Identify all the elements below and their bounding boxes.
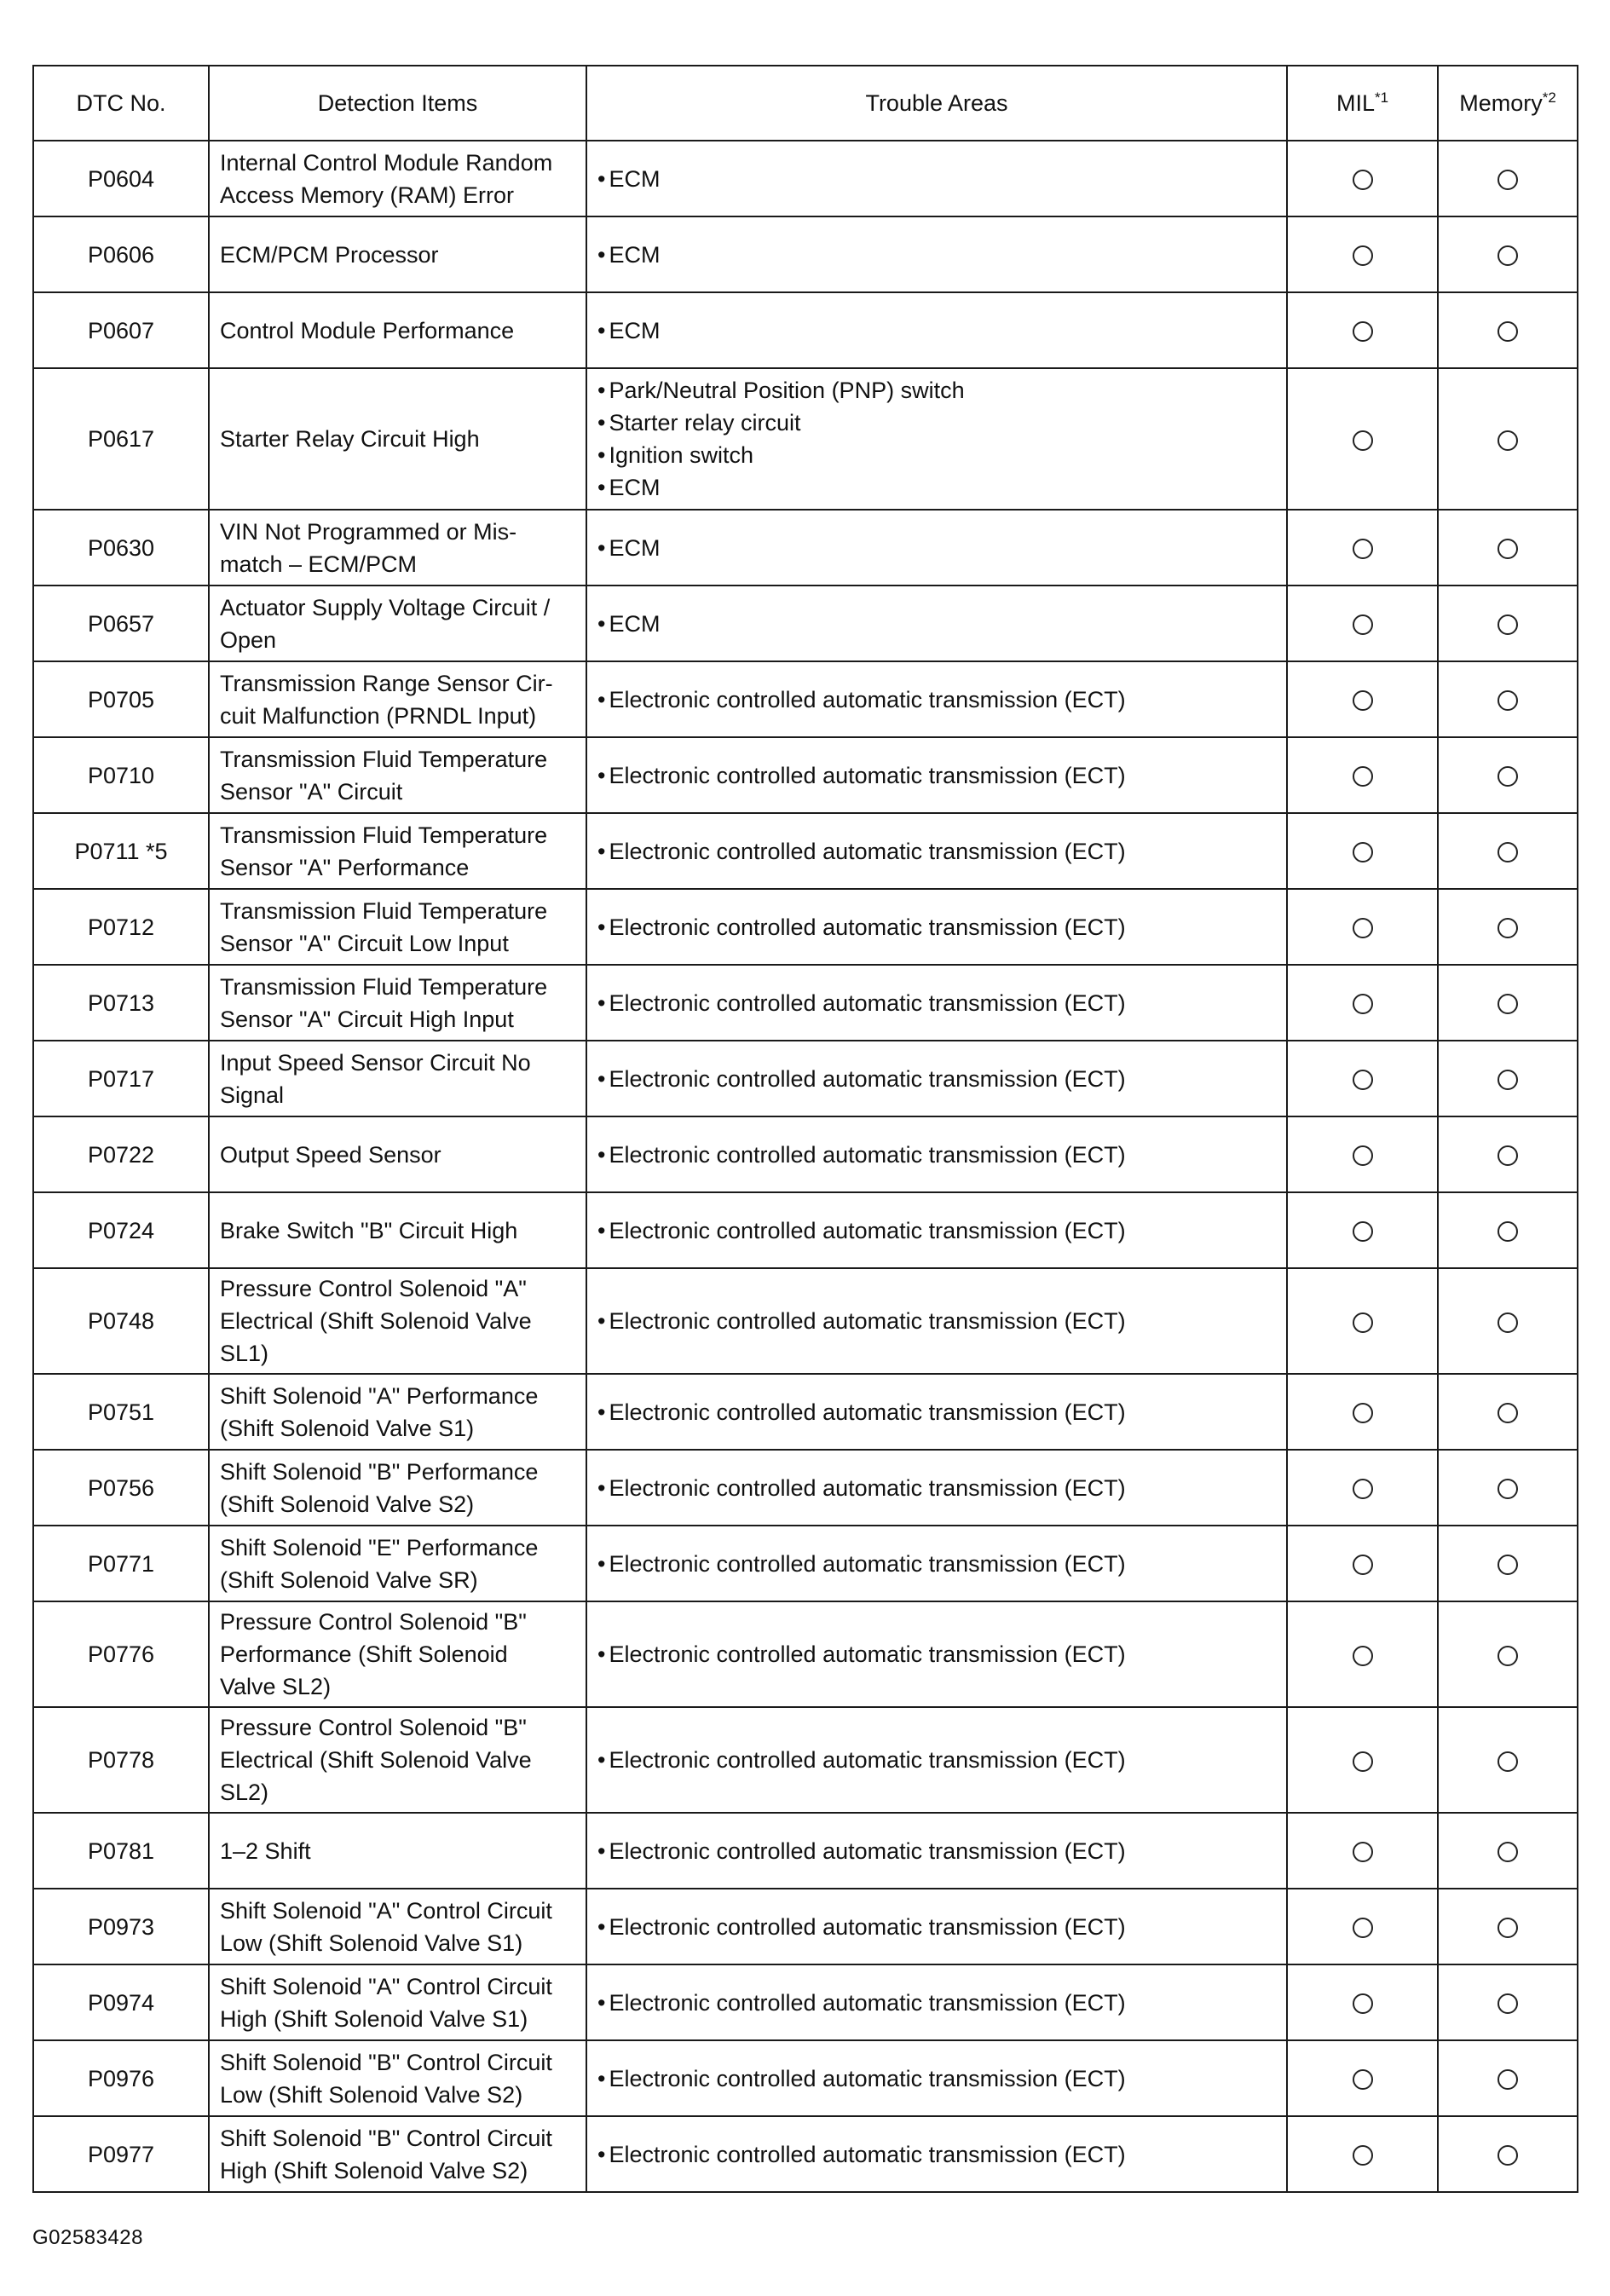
dtc-code: P0722 bbox=[33, 1116, 209, 1192]
table-row bbox=[33, 737, 1578, 813]
memory-cell bbox=[1438, 216, 1578, 292]
detection-item-line: (Shift Solenoid Valve S1) bbox=[220, 1415, 475, 1441]
mil-cell bbox=[1287, 1964, 1438, 2040]
mil-cell bbox=[1287, 141, 1438, 216]
mil-cell bbox=[1287, 661, 1438, 737]
dtc-code: P0778 bbox=[33, 1707, 209, 1813]
dtc-code: P0724 bbox=[33, 1192, 209, 1268]
detection-item bbox=[209, 1813, 586, 1889]
table-row bbox=[33, 1813, 1578, 1889]
trouble-areas bbox=[586, 1192, 1287, 1268]
circle-icon bbox=[1497, 690, 1518, 711]
detection-item-line: Brake Switch "B" Circuit High bbox=[220, 1217, 518, 1243]
trouble-area-item: • Electronic controlled automatic transmission (ECT) bbox=[597, 1835, 1276, 1867]
mil-cell bbox=[1287, 1526, 1438, 1601]
table-row bbox=[33, 368, 1578, 510]
table-row bbox=[33, 661, 1578, 737]
table-row bbox=[33, 216, 1578, 292]
trouble-area-item: • ECM bbox=[597, 471, 1276, 504]
table-row bbox=[33, 1041, 1578, 1116]
dtc-code: P0756 bbox=[33, 1450, 209, 1526]
circle-icon bbox=[1497, 1646, 1518, 1666]
table-row bbox=[33, 1964, 1578, 2040]
detection-item bbox=[209, 141, 586, 216]
trouble-area-item: • Electronic controlled automatic transmission (ECT) bbox=[597, 1305, 1276, 1337]
trouble-area-item: • Starter relay circuit bbox=[597, 407, 1276, 439]
detection-item-line: Sensor "A" Circuit bbox=[220, 778, 403, 805]
memory-cell bbox=[1438, 1374, 1578, 1450]
header-memory bbox=[1438, 66, 1578, 141]
mil-cell bbox=[1287, 1813, 1438, 1889]
mil-cell bbox=[1287, 368, 1438, 510]
circle-icon bbox=[1353, 1918, 1373, 1938]
memory-cell bbox=[1438, 510, 1578, 586]
circle-icon bbox=[1353, 918, 1373, 938]
table-row bbox=[33, 1601, 1578, 1707]
mil-cell bbox=[1287, 737, 1438, 813]
detection-item-line: Internal Control Module Random bbox=[220, 149, 553, 176]
detection-item bbox=[209, 1116, 586, 1192]
trouble-area-item: • Electronic controlled automatic transmission (ECT) bbox=[597, 1987, 1276, 2019]
mil-cell bbox=[1287, 2116, 1438, 2192]
detection-item-line: VIN Not Programmed or Mis- bbox=[220, 518, 517, 545]
detection-item-line: Actuator Supply Voltage Circuit / bbox=[220, 594, 551, 620]
circle-icon bbox=[1353, 321, 1373, 342]
dtc-code: P0976 bbox=[33, 2040, 209, 2116]
table-row bbox=[33, 1889, 1578, 1964]
circle-icon bbox=[1353, 1403, 1373, 1423]
dtc-table bbox=[32, 65, 1578, 2193]
dtc-code: P0630 bbox=[33, 510, 209, 586]
detection-item-line: Performance (Shift Solenoid bbox=[220, 1641, 508, 1667]
table-row bbox=[33, 965, 1578, 1041]
memory-cell bbox=[1438, 889, 1578, 965]
trouble-areas bbox=[586, 737, 1287, 813]
mil-cell bbox=[1287, 813, 1438, 889]
detection-item bbox=[209, 368, 586, 510]
detection-item-line: Starter Relay Circuit High bbox=[220, 426, 480, 452]
trouble-areas bbox=[586, 1116, 1287, 1192]
dtc-code: P0717 bbox=[33, 1041, 209, 1116]
trouble-areas bbox=[586, 661, 1287, 737]
detection-item bbox=[209, 1374, 586, 1450]
detection-item-line: Control Module Performance bbox=[220, 317, 515, 343]
detection-item-line: Sensor "A" Performance bbox=[220, 854, 470, 880]
detection-item-line: Transmission Fluid Temperature bbox=[220, 746, 548, 772]
detection-item-line: match – ECM/PCM bbox=[220, 551, 418, 577]
mil-cell bbox=[1287, 510, 1438, 586]
header-row bbox=[33, 66, 1578, 141]
circle-icon bbox=[1353, 1646, 1373, 1666]
header-dtc: DTC No. bbox=[33, 66, 209, 141]
detection-item bbox=[209, 1450, 586, 1526]
detection-item-line: Transmission Range Sensor Cir- bbox=[220, 670, 553, 696]
mil-cell bbox=[1287, 889, 1438, 965]
trouble-area-item: • ECM bbox=[597, 239, 1276, 271]
memory-cell bbox=[1438, 1192, 1578, 1268]
circle-icon bbox=[1497, 1842, 1518, 1862]
circle-icon bbox=[1353, 1751, 1373, 1772]
circle-icon bbox=[1497, 614, 1518, 635]
table-row bbox=[33, 1116, 1578, 1192]
memory-cell bbox=[1438, 2040, 1578, 2116]
table-row bbox=[33, 1450, 1578, 1526]
trouble-areas bbox=[586, 2040, 1287, 2116]
memory-cell bbox=[1438, 141, 1578, 216]
memory-cell bbox=[1438, 1041, 1578, 1116]
header-mil-label: MIL bbox=[1336, 90, 1375, 116]
trouble-area-item: • ECM bbox=[597, 314, 1276, 347]
dtc-code: P0711 *5 bbox=[33, 813, 209, 889]
detection-item-line: High (Shift Solenoid Valve S2) bbox=[220, 2157, 528, 2184]
circle-icon bbox=[1497, 1555, 1518, 1575]
mil-cell bbox=[1287, 1374, 1438, 1450]
circle-icon bbox=[1497, 430, 1518, 451]
table-row bbox=[33, 1268, 1578, 1374]
circle-icon bbox=[1497, 994, 1518, 1014]
trouble-area-item: • Electronic controlled automatic transmission (ECT) bbox=[597, 1472, 1276, 1504]
mil-cell bbox=[1287, 586, 1438, 661]
memory-cell bbox=[1438, 1268, 1578, 1374]
mil-cell bbox=[1287, 965, 1438, 1041]
dtc-code: P0606 bbox=[33, 216, 209, 292]
circle-icon bbox=[1353, 1312, 1373, 1333]
trouble-areas bbox=[586, 368, 1287, 510]
detection-item-line: Electrical (Shift Solenoid Valve bbox=[220, 1308, 532, 1334]
detection-item-line: Electrical (Shift Solenoid Valve bbox=[220, 1747, 532, 1773]
header-memory-label: Memory bbox=[1459, 90, 1543, 116]
detection-item-line: Shift Solenoid "A" Performance bbox=[220, 1382, 539, 1409]
memory-cell bbox=[1438, 965, 1578, 1041]
circle-icon bbox=[1497, 1993, 1518, 2014]
table-row bbox=[33, 813, 1578, 889]
detection-item bbox=[209, 1707, 586, 1813]
dtc-code: P0607 bbox=[33, 292, 209, 368]
detection-item-line: Transmission Fluid Temperature bbox=[220, 822, 548, 848]
table-row bbox=[33, 141, 1578, 216]
trouble-areas bbox=[586, 965, 1287, 1041]
dtc-code: P0973 bbox=[33, 1889, 209, 1964]
trouble-areas bbox=[586, 1268, 1287, 1374]
trouble-area-item: • ECM bbox=[597, 163, 1276, 195]
detection-item bbox=[209, 1889, 586, 1964]
trouble-area-item: • Electronic controlled automatic transmission (ECT) bbox=[597, 835, 1276, 868]
circle-icon bbox=[1353, 1221, 1373, 1242]
trouble-area-item: • Electronic controlled automatic transmission (ECT) bbox=[597, 1063, 1276, 1095]
circle-icon bbox=[1353, 766, 1373, 787]
dtc-code: P0617 bbox=[33, 368, 209, 510]
header-trouble-areas: Trouble Areas bbox=[586, 66, 1287, 141]
mil-cell bbox=[1287, 1450, 1438, 1526]
detection-item-line: Shift Solenoid "A" Control Circuit bbox=[220, 1897, 552, 1924]
header-mil-note: *1 bbox=[1374, 89, 1389, 106]
memory-cell bbox=[1438, 1116, 1578, 1192]
trouble-area-item: • Electronic controlled automatic transmission (ECT) bbox=[597, 1638, 1276, 1670]
circle-icon bbox=[1497, 1221, 1518, 1242]
trouble-area-item: • Park/Neutral Position (PNP) switch bbox=[597, 374, 1276, 407]
circle-icon bbox=[1497, 1070, 1518, 1090]
trouble-area-item: • Electronic controlled automatic transmission (ECT) bbox=[597, 911, 1276, 943]
mil-cell bbox=[1287, 1268, 1438, 1374]
dtc-code: P0776 bbox=[33, 1601, 209, 1707]
dtc-table-body bbox=[33, 141, 1578, 2192]
trouble-area-item: • Electronic controlled automatic transmission (ECT) bbox=[597, 759, 1276, 792]
detection-item-line: Input Speed Sensor Circuit No bbox=[220, 1049, 531, 1076]
circle-icon bbox=[1353, 1145, 1373, 1166]
trouble-area-item: • ECM bbox=[597, 532, 1276, 564]
circle-icon bbox=[1497, 1918, 1518, 1938]
detection-item bbox=[209, 1268, 586, 1374]
dtc-code: P0712 bbox=[33, 889, 209, 965]
detection-item-line: Sensor "A" Circuit Low Input bbox=[220, 930, 509, 956]
circle-icon bbox=[1497, 245, 1518, 266]
detection-item-line: ECM/PCM Processor bbox=[220, 241, 439, 268]
trouble-areas bbox=[586, 1601, 1287, 1707]
memory-cell bbox=[1438, 2116, 1578, 2192]
circle-icon bbox=[1497, 170, 1518, 190]
trouble-areas bbox=[586, 813, 1287, 889]
detection-item bbox=[209, 2116, 586, 2192]
circle-icon bbox=[1353, 1555, 1373, 1575]
circle-icon bbox=[1353, 842, 1373, 862]
detection-item-line: Pressure Control Solenoid "A" bbox=[220, 1276, 527, 1301]
circle-icon bbox=[1497, 539, 1518, 559]
detection-item-line: Shift Solenoid "B" Control Circuit bbox=[220, 2125, 552, 2151]
table-row bbox=[33, 510, 1578, 586]
table-row bbox=[33, 2040, 1578, 2116]
detection-item-line: Low (Shift Solenoid Valve S2) bbox=[220, 2081, 523, 2108]
detection-item-line: Signal bbox=[220, 1082, 285, 1108]
detection-item-line: Shift Solenoid "E" Performance bbox=[220, 1534, 539, 1560]
memory-cell bbox=[1438, 1526, 1578, 1601]
circle-icon bbox=[1353, 1993, 1373, 2014]
trouble-area-item: • Electronic controlled automatic transmission (ECT) bbox=[597, 1548, 1276, 1580]
dtc-code: P0771 bbox=[33, 1526, 209, 1601]
trouble-area-item: • Electronic controlled automatic transmission (ECT) bbox=[597, 684, 1276, 716]
header-mil bbox=[1287, 66, 1438, 141]
detection-item bbox=[209, 216, 586, 292]
detection-item bbox=[209, 1964, 586, 2040]
detection-item-line: SL1) bbox=[220, 1341, 269, 1366]
trouble-areas bbox=[586, 1889, 1287, 1964]
table-row bbox=[33, 1526, 1578, 1601]
trouble-area-item: • Electronic controlled automatic transmission (ECT) bbox=[597, 2062, 1276, 2095]
mil-cell bbox=[1287, 1601, 1438, 1707]
trouble-areas bbox=[586, 1041, 1287, 1116]
detection-item-line: Low (Shift Solenoid Valve S1) bbox=[220, 1930, 523, 1956]
dtc-code: P0657 bbox=[33, 586, 209, 661]
mil-cell bbox=[1287, 1192, 1438, 1268]
trouble-area-item: • Electronic controlled automatic transmission (ECT) bbox=[597, 1911, 1276, 1943]
mil-cell bbox=[1287, 1707, 1438, 1813]
detection-item bbox=[209, 510, 586, 586]
table-row bbox=[33, 1192, 1578, 1268]
table-row bbox=[33, 586, 1578, 661]
detection-item bbox=[209, 1041, 586, 1116]
dtc-code: P0751 bbox=[33, 1374, 209, 1450]
detection-item bbox=[209, 292, 586, 368]
circle-icon bbox=[1497, 321, 1518, 342]
trouble-area-item: • Electronic controlled automatic transmission (ECT) bbox=[597, 1396, 1276, 1428]
circle-icon bbox=[1353, 2069, 1373, 2090]
detection-item-line: Open bbox=[220, 626, 277, 653]
mil-cell bbox=[1287, 292, 1438, 368]
memory-cell bbox=[1438, 813, 1578, 889]
memory-cell bbox=[1438, 1813, 1578, 1889]
memory-cell bbox=[1438, 1964, 1578, 2040]
detection-item-line: Pressure Control Solenoid "B" bbox=[220, 1609, 527, 1635]
mil-cell bbox=[1287, 1889, 1438, 1964]
memory-cell bbox=[1438, 1601, 1578, 1707]
dtc-code: P0710 bbox=[33, 737, 209, 813]
detection-item-line: Pressure Control Solenoid "B" bbox=[220, 1715, 527, 1740]
circle-icon bbox=[1497, 766, 1518, 787]
detection-item-line: Transmission Fluid Temperature bbox=[220, 973, 548, 1000]
header-detection-items: Detection Items bbox=[209, 66, 586, 141]
table-row bbox=[33, 889, 1578, 965]
detection-item bbox=[209, 586, 586, 661]
circle-icon bbox=[1497, 1403, 1518, 1423]
table-row bbox=[33, 1707, 1578, 1813]
trouble-area-item: • Electronic controlled automatic transmission (ECT) bbox=[597, 987, 1276, 1019]
detection-item-line: Shift Solenoid "B" Control Circuit bbox=[220, 2049, 552, 2075]
circle-icon bbox=[1497, 1751, 1518, 1772]
trouble-areas bbox=[586, 510, 1287, 586]
detection-item-line: 1–2 Shift bbox=[220, 1837, 311, 1864]
detection-item bbox=[209, 813, 586, 889]
trouble-areas bbox=[586, 2116, 1287, 2192]
circle-icon bbox=[1353, 430, 1373, 451]
dtc-code: P0705 bbox=[33, 661, 209, 737]
circle-icon bbox=[1353, 2145, 1373, 2166]
trouble-areas bbox=[586, 889, 1287, 965]
trouble-area-item: • Ignition switch bbox=[597, 439, 1276, 471]
dtc-code: P0604 bbox=[33, 141, 209, 216]
detection-item bbox=[209, 965, 586, 1041]
detection-item-line: Transmission Fluid Temperature bbox=[220, 897, 548, 924]
detection-item-line: Shift Solenoid "A" Control Circuit bbox=[220, 1973, 552, 1999]
detection-item-line: Access Memory (RAM) Error bbox=[220, 182, 515, 208]
header-memory-note: *2 bbox=[1542, 89, 1556, 106]
circle-icon bbox=[1497, 2069, 1518, 2090]
circle-icon bbox=[1353, 1479, 1373, 1499]
trouble-areas bbox=[586, 1707, 1287, 1813]
trouble-areas bbox=[586, 141, 1287, 216]
trouble-area-item: • ECM bbox=[597, 608, 1276, 640]
trouble-area-item: • Electronic controlled automatic transmission (ECT) bbox=[597, 2138, 1276, 2171]
mil-cell bbox=[1287, 1116, 1438, 1192]
memory-cell bbox=[1438, 368, 1578, 510]
circle-icon bbox=[1353, 1842, 1373, 1862]
detection-item bbox=[209, 661, 586, 737]
detection-item-line: Sensor "A" Circuit High Input bbox=[220, 1006, 514, 1032]
dtc-code: P0977 bbox=[33, 2116, 209, 2192]
trouble-areas bbox=[586, 586, 1287, 661]
trouble-areas bbox=[586, 292, 1287, 368]
detection-item bbox=[209, 2040, 586, 2116]
dtc-code: P0713 bbox=[33, 965, 209, 1041]
memory-cell bbox=[1438, 586, 1578, 661]
circle-icon bbox=[1497, 842, 1518, 862]
detection-item-line: cuit Malfunction (PRNDL Input) bbox=[220, 702, 537, 729]
dtc-code: P0748 bbox=[33, 1268, 209, 1374]
trouble-area-item: • Electronic controlled automatic transmission (ECT) bbox=[597, 1139, 1276, 1171]
table-row bbox=[33, 2116, 1578, 2192]
circle-icon bbox=[1353, 539, 1373, 559]
circle-icon bbox=[1497, 1145, 1518, 1166]
circle-icon bbox=[1497, 1312, 1518, 1333]
circle-icon bbox=[1353, 614, 1373, 635]
circle-icon bbox=[1353, 994, 1373, 1014]
detection-item-line: Valve SL2) bbox=[220, 1674, 332, 1699]
memory-cell bbox=[1438, 1889, 1578, 1964]
circle-icon bbox=[1497, 1479, 1518, 1499]
memory-cell bbox=[1438, 1450, 1578, 1526]
detection-item bbox=[209, 737, 586, 813]
image-code: G02583428 bbox=[32, 2226, 143, 2249]
dtc-code: P0974 bbox=[33, 1964, 209, 2040]
memory-cell bbox=[1438, 661, 1578, 737]
dtc-code: P0781 bbox=[33, 1813, 209, 1889]
memory-cell bbox=[1438, 1707, 1578, 1813]
table-row bbox=[33, 1374, 1578, 1450]
detection-item-line: Output Speed Sensor bbox=[220, 1141, 441, 1168]
trouble-areas bbox=[586, 1964, 1287, 2040]
mil-cell bbox=[1287, 1041, 1438, 1116]
detection-item-line: (Shift Solenoid Valve SR) bbox=[220, 1566, 478, 1593]
detection-item-line: (Shift Solenoid Valve S2) bbox=[220, 1491, 475, 1517]
memory-cell bbox=[1438, 737, 1578, 813]
detection-item-line: High (Shift Solenoid Valve S1) bbox=[220, 2005, 528, 2032]
circle-icon bbox=[1353, 245, 1373, 266]
trouble-areas bbox=[586, 1374, 1287, 1450]
circle-icon bbox=[1353, 1070, 1373, 1090]
circle-icon bbox=[1353, 690, 1373, 711]
circle-icon bbox=[1353, 170, 1373, 190]
circle-icon bbox=[1497, 918, 1518, 938]
trouble-areas bbox=[586, 1450, 1287, 1526]
detection-item-line: Shift Solenoid "B" Performance bbox=[220, 1458, 539, 1485]
trouble-areas bbox=[586, 1526, 1287, 1601]
circle-icon bbox=[1497, 2145, 1518, 2166]
detection-item-line: SL2) bbox=[220, 1780, 269, 1805]
trouble-areas bbox=[586, 216, 1287, 292]
mil-cell bbox=[1287, 2040, 1438, 2116]
mil-cell bbox=[1287, 216, 1438, 292]
detection-item bbox=[209, 1192, 586, 1268]
detection-item bbox=[209, 889, 586, 965]
table-row bbox=[33, 292, 1578, 368]
trouble-areas bbox=[586, 1813, 1287, 1889]
memory-cell bbox=[1438, 292, 1578, 368]
detection-item bbox=[209, 1601, 586, 1707]
detection-item bbox=[209, 1526, 586, 1601]
trouble-area-item: • Electronic controlled automatic transmission (ECT) bbox=[597, 1744, 1276, 1776]
trouble-area-item: • Electronic controlled automatic transmission (ECT) bbox=[597, 1214, 1276, 1247]
